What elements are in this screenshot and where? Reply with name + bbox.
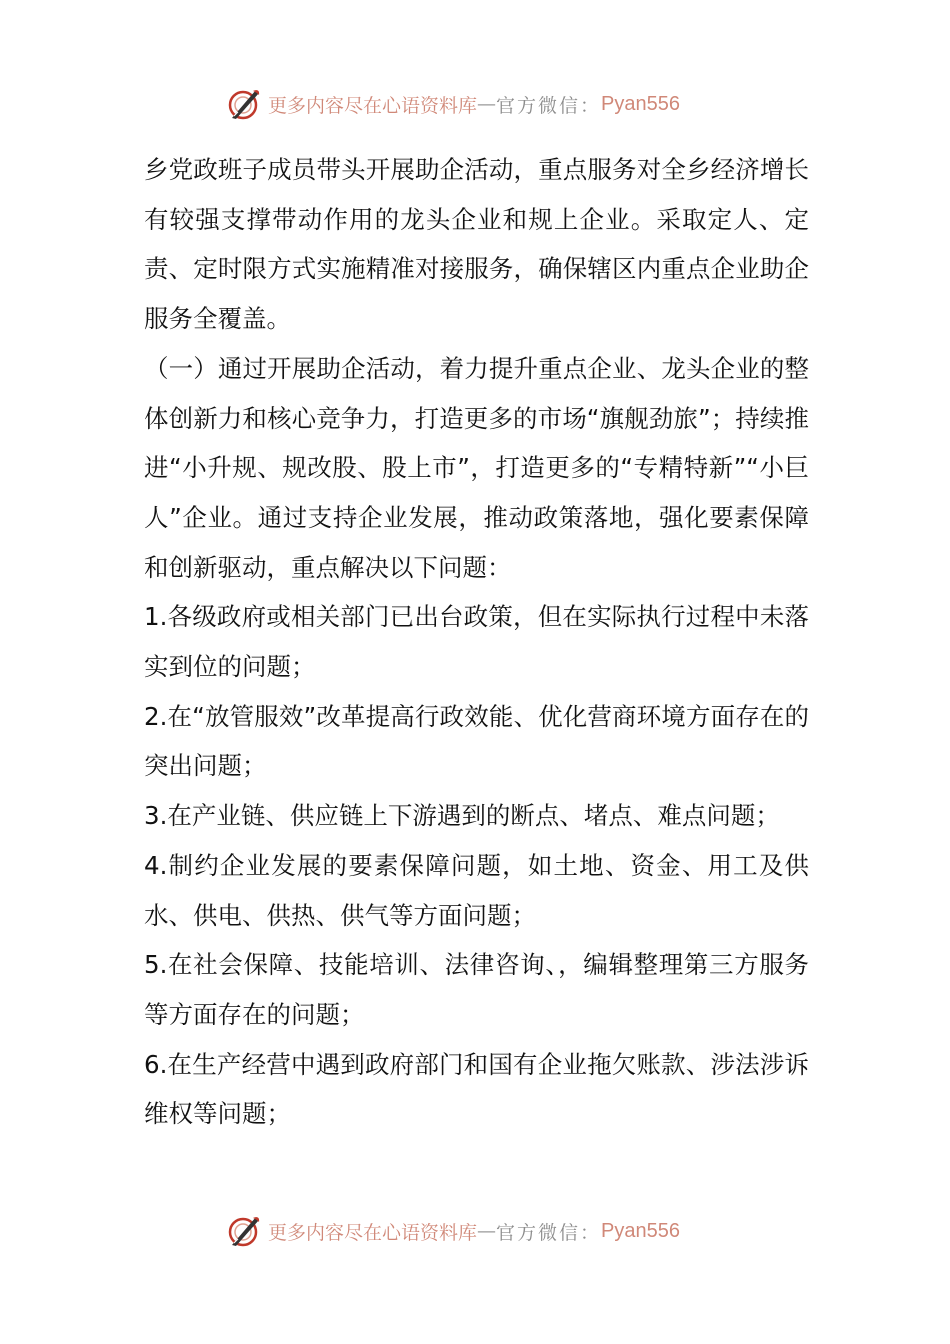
paragraph: 乡党政班子成员带头开展助企活动，重点服务对全乡经济增长有较强支撑带动作用的龙头企业和规上企业。采取定人、定责、定时限方式实施精准对接服务，确保辖区内重点企业助企服务全覆盖。: [144, 155, 809, 334]
footer-watermark: [226, 1211, 680, 1251]
list-item: 4.制约企业发展的要素保障问题，如土地、资金、用工及供水、供电、供热、供气等方面问题；: [144, 850, 809, 930]
watermark-dash: —: [477, 93, 497, 115]
watermark-label: 官方微信：: [496, 94, 602, 117]
list-item: 3.在产业链、供应链上下游遇到的断点、堵点、难点问题；: [144, 801, 780, 831]
header-watermark: [226, 84, 680, 124]
quill-logo-icon: [226, 86, 262, 122]
watermark-text: 更多内容尽在心语资料库: [268, 94, 478, 117]
watermark-dash: —: [477, 1220, 497, 1242]
list-item: 6.在生产经营中遇到政府部门和国有企业拖欠账款、涉法涉诉维权等问题；: [144, 1049, 809, 1129]
paragraph: （一）通过开展助企活动，着力提升重点企业、龙头企业的整体创新力和核心竞争力，打造更多的市场“旗舰劲旅”；持续推进“小升规、规改股、股上市”，打造更多的“专精特新”“小巨人”企业。通过支持企业发展，推动政策落地，强化要素保障和创新驱动，重点解决以下问题：: [144, 353, 809, 582]
watermark-text: 更多内容尽在心语资料库: [268, 1221, 478, 1244]
list-item: 2.在“放管服效”改革提高行政效能、优化营商环境方面存在的突出问题；: [144, 701, 809, 781]
quill-logo-icon: [226, 1213, 262, 1249]
list-item: 5.在社会保障、技能培训、法律咨询、，编辑整理第三方服务等方面存在的问题；: [144, 950, 809, 1029]
watermark-label: 官方微信：: [496, 1221, 602, 1244]
watermark-wechat-id: Pyan556: [601, 1219, 680, 1242]
document-body: [144, 145, 809, 1139]
watermark-wechat-id: Pyan556: [601, 92, 680, 115]
list-item: 1.各级政府或相关部门已出台政策，但在实际执行过程中未落实到位的问题；: [144, 602, 809, 682]
